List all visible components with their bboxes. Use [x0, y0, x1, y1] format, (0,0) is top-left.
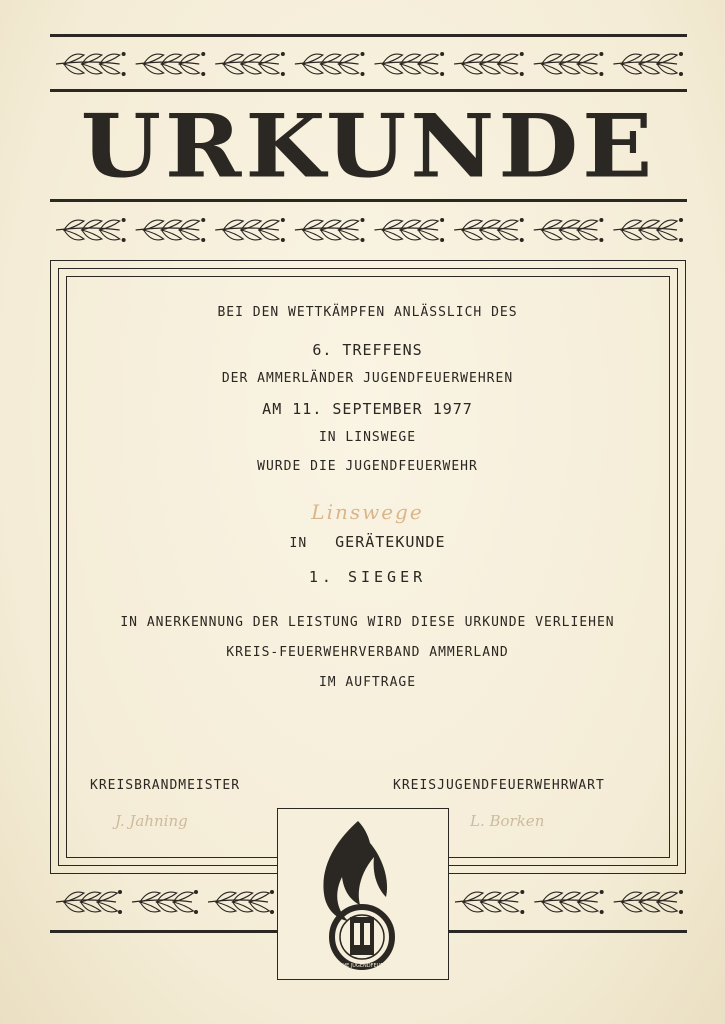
laurel-sprig-icon [295, 218, 365, 242]
top-laurel-border [50, 44, 687, 84]
on-behalf-line: IM AUFTRAGE [318, 675, 417, 690]
emblem-box [277, 808, 449, 980]
laurel-sprig-icon [208, 890, 274, 914]
certificate-title [50, 96, 687, 196]
meeting-number: 6. TREFFENS [312, 341, 423, 359]
laurel-sprig-icon [454, 52, 524, 76]
emblem-text: DEUTSCHE JUGENDFEUERWEHR [321, 963, 403, 969]
laurel-sprig-icon [534, 218, 604, 242]
placement: 1. SIEGER [308, 568, 427, 586]
bottom-right-rule [449, 930, 687, 933]
laurel-sprig-icon [56, 52, 126, 76]
signature-left: J. Jahning [115, 812, 188, 830]
laurel-sprig-icon [375, 218, 445, 242]
issuer-line: KREIS-FEUERWEHRVERBAND AMMERLAND [226, 645, 509, 660]
inner-frame [66, 276, 670, 858]
title-top-rule [50, 89, 687, 92]
signatory-right-label: KREISJUGENDFEUERWEHRWART [393, 778, 605, 793]
middle-laurel-border [50, 210, 687, 250]
top-rule [50, 34, 687, 37]
laurel-sprig-icon [455, 890, 524, 914]
laurel-sprig-icon [56, 890, 122, 914]
location-line: IN LINSWEGE [318, 430, 417, 445]
title-bottom-rule [50, 199, 687, 202]
laurel-sprig-icon [534, 890, 603, 914]
awarded-line: WURDE DIE JUGENDFEUERWEHR [257, 459, 478, 474]
laurel-sprig-icon [613, 218, 683, 242]
laurel-sprig-icon [56, 218, 126, 242]
bottom-left-rule [50, 930, 278, 933]
laurel-sprig-icon [132, 890, 198, 914]
bottom-right-laurel-border [449, 882, 687, 922]
laurel-sprig-icon [375, 52, 445, 76]
fire-youth-emblem-icon [278, 809, 448, 979]
signature-right: L. Borken [470, 812, 545, 830]
recognition-line: IN ANERKENNUNG DER LEISTUNG WIRD DIESE URKUNDE VERLIEHEN [120, 615, 615, 630]
bottom-left-laurel-border [50, 882, 278, 922]
laurel-sprig-icon [614, 890, 683, 914]
laurel-sprig-icon [534, 52, 604, 76]
laurel-sprig-icon [136, 218, 206, 242]
laurel-sprig-icon [454, 218, 524, 242]
discipline-prefix: IN [289, 536, 308, 551]
intro-line: BEI DEN WETTKÄMPFEN ANLÄSSLICH DES [217, 305, 518, 320]
laurel-sprig-icon [613, 52, 683, 76]
organization-line: DER AMMERLÄNDER JUGENDFEUERWEHREN [221, 371, 514, 386]
date-line: AM 11. SEPTEMBER 1977 [262, 400, 473, 418]
laurel-sprig-icon [215, 218, 285, 242]
discipline-name: GERÄTEKUNDE [335, 533, 446, 551]
discipline-line [70, 533, 665, 551]
handwritten-team-name: Linswege [311, 500, 424, 524]
laurel-sprig-icon [136, 52, 206, 76]
laurel-sprig-icon [295, 52, 365, 76]
signatory-left-label: KREISBRANDMEISTER [90, 778, 241, 793]
title-text: URKUNDE [80, 94, 657, 198]
laurel-sprig-icon [215, 52, 285, 76]
